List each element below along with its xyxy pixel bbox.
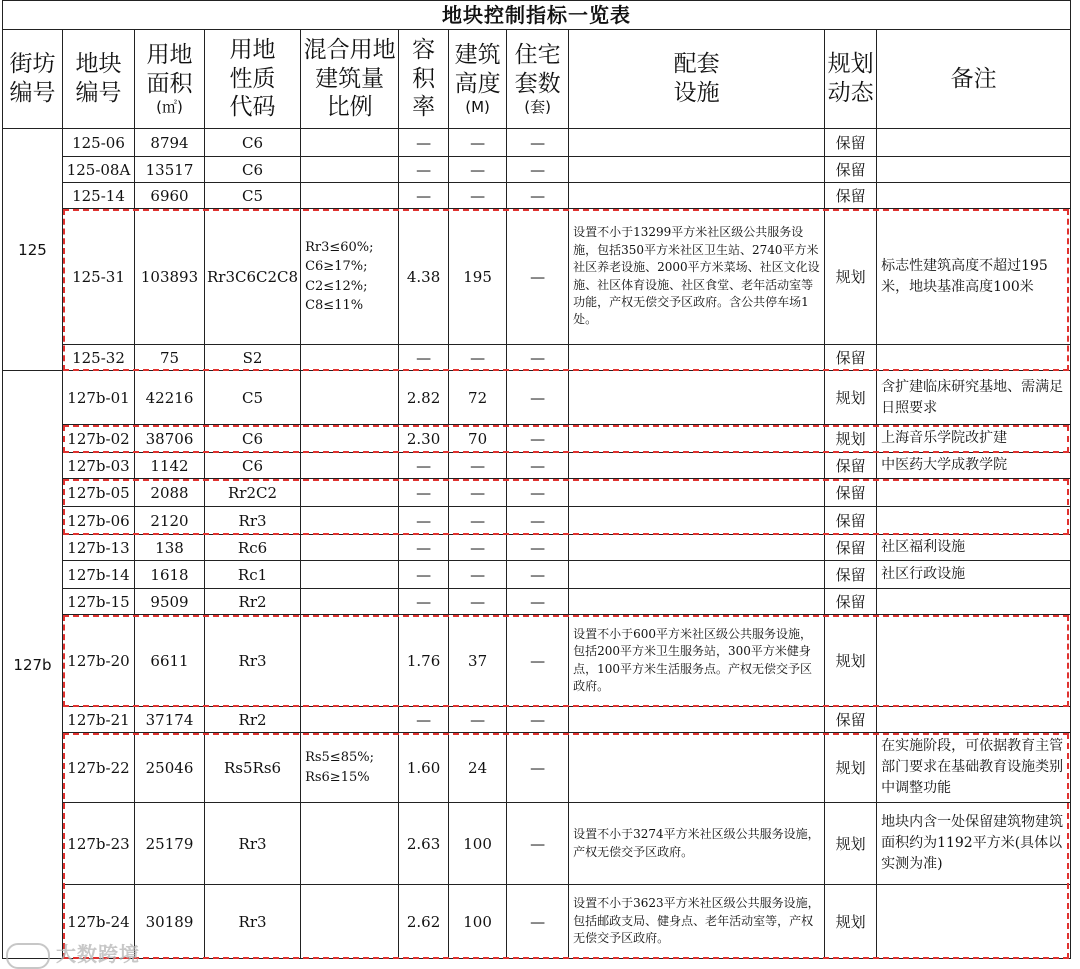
cell-use-code: C6: [205, 453, 301, 479]
cell-facilities: 设置不小于3274平方米社区级公共服务设施，产权无偿交予区政府。: [569, 803, 825, 885]
cell-far: —: [399, 183, 449, 209]
cell-units: —: [507, 129, 569, 157]
cell-plan-status: 规划: [825, 733, 877, 803]
cell-plan-status: 保留: [825, 183, 877, 209]
header-units: 住宅 套数 (套): [507, 30, 569, 129]
cell-area: 42216: [135, 371, 205, 425]
table-row: [3, 561, 1071, 589]
cell-units: —: [507, 371, 569, 425]
cell-use-code: C6: [205, 157, 301, 183]
cell-area: 25046: [135, 733, 205, 803]
cell-remarks: [877, 479, 1071, 507]
table-row: [3, 733, 1071, 803]
document: [2, 0, 1071, 959]
table-row: [3, 157, 1071, 183]
cell-mix-ratio: [301, 183, 399, 209]
cell-remarks: [877, 507, 1071, 535]
cell-use-code: Rr2C2: [205, 479, 301, 507]
cell-lot-no: 125-08A: [63, 157, 135, 183]
cell-remarks: 社区行政设施: [877, 561, 1071, 589]
cell-facilities: 设置不小于3623平方米社区级公共服务设施，包括邮政支局、健身点、老年活动室等，产权无偿交予区政府。: [569, 885, 825, 959]
cell-use-code: Rr3: [205, 615, 301, 707]
cell-lot-no: 127b-15: [63, 589, 135, 615]
cell-height: 37: [449, 615, 507, 707]
cell-units: —: [507, 535, 569, 561]
cell-remarks: 中医药大学成教学院: [877, 453, 1071, 479]
cell-remarks: [877, 615, 1071, 707]
header-row: [3, 30, 1071, 129]
cell-use-code: Rr3C6C2C8: [205, 209, 301, 345]
cell-height: —: [449, 707, 507, 733]
cell-area: 37174: [135, 707, 205, 733]
header-far: 容 积 率: [399, 30, 449, 129]
cell-use-code: C6: [205, 425, 301, 453]
cell-far: —: [399, 589, 449, 615]
cell-use-code: Rr3: [205, 885, 301, 959]
cell-facilities: [569, 425, 825, 453]
header-height: 建筑 高度 (M): [449, 30, 507, 129]
cell-area: 30189: [135, 885, 205, 959]
cell-units: —: [507, 479, 569, 507]
cell-facilities: 设置不小于13299平方米社区级公共服务设施，包括350平方米社区卫生站、2740平方米社区养老设施、2000平方米菜场、社区文化设施、社区体育设施、社区食堂、老年活动室等功能，产权无偿交予区政府。含公共停车场1处。: [569, 209, 825, 345]
cell-remarks: 标志性建筑高度不超过195米，地块基准高度100米: [877, 209, 1071, 345]
cell-plan-status: 规划: [825, 425, 877, 453]
cell-far: —: [399, 345, 449, 371]
cell-street-no: 127b: [3, 371, 63, 959]
cell-facilities: [569, 371, 825, 425]
cell-remarks: [877, 589, 1071, 615]
table-row: [3, 803, 1071, 885]
cell-height: 24: [449, 733, 507, 803]
cell-use-code: Rc6: [205, 535, 301, 561]
header-use-code: 用地 性质 代码: [205, 30, 301, 129]
cell-mix-ratio: [301, 803, 399, 885]
header-remarks: 备注: [877, 30, 1071, 129]
cell-lot-no: 125-31: [63, 209, 135, 345]
cell-plan-status: 保留: [825, 345, 877, 371]
cell-lot-no: 127b-03: [63, 453, 135, 479]
cell-facilities: [569, 707, 825, 733]
cell-far: —: [399, 707, 449, 733]
table-row: [3, 453, 1071, 479]
cell-height: —: [449, 345, 507, 371]
cell-height: 195: [449, 209, 507, 345]
cell-facilities: [569, 561, 825, 589]
cell-units: —: [507, 425, 569, 453]
cell-lot-no: 125-06: [63, 129, 135, 157]
cell-plan-status: 保留: [825, 507, 877, 535]
cell-far: 2.63: [399, 803, 449, 885]
cell-units: —: [507, 561, 569, 589]
cell-use-code: C6: [205, 129, 301, 157]
cell-area: 75: [135, 345, 205, 371]
cell-far: —: [399, 535, 449, 561]
cell-mix-ratio: Rr3≤60%; C6≥17%; C2≤12%; C8≤11%: [301, 209, 399, 345]
cell-lot-no: 127b-13: [63, 535, 135, 561]
watermark: 大数跨境: [6, 938, 140, 969]
cell-lot-no: 127b-20: [63, 615, 135, 707]
cell-units: —: [507, 707, 569, 733]
cell-mix-ratio: [301, 345, 399, 371]
cell-plan-status: 保留: [825, 589, 877, 615]
cell-use-code: Rs5Rs6: [205, 733, 301, 803]
cell-far: —: [399, 129, 449, 157]
cell-use-code: Rr2: [205, 707, 301, 733]
cell-mix-ratio: Rs5≤85%; Rs6≥15%: [301, 733, 399, 803]
cell-units: —: [507, 453, 569, 479]
cell-height: —: [449, 535, 507, 561]
cell-facilities: [569, 479, 825, 507]
cell-mix-ratio: [301, 129, 399, 157]
table-row: [3, 479, 1071, 507]
cell-mix-ratio: [301, 507, 399, 535]
cell-far: —: [399, 157, 449, 183]
cell-area: 138: [135, 535, 205, 561]
cell-height: —: [449, 561, 507, 589]
cell-height: 72: [449, 371, 507, 425]
cell-plan-status: 规划: [825, 209, 877, 345]
cell-height: —: [449, 507, 507, 535]
cell-far: —: [399, 479, 449, 507]
cell-plan-status: 规划: [825, 803, 877, 885]
cell-height: 70: [449, 425, 507, 453]
cell-lot-no: 127b-01: [63, 371, 135, 425]
table-row: [3, 371, 1071, 425]
cell-area: 1618: [135, 561, 205, 589]
table-row: [3, 507, 1071, 535]
cell-height: 100: [449, 803, 507, 885]
table-row: [3, 615, 1071, 707]
cell-units: —: [507, 183, 569, 209]
cell-lot-no: 127b-06: [63, 507, 135, 535]
cell-mix-ratio: [301, 885, 399, 959]
cell-area: 6611: [135, 615, 205, 707]
header-mix-ratio: 混合用地 建筑量 比例: [301, 30, 399, 129]
cell-height: —: [449, 589, 507, 615]
cell-use-code: Rr2: [205, 589, 301, 615]
cell-plan-status: 规划: [825, 615, 877, 707]
table-row: [3, 425, 1071, 453]
cell-use-code: Rr3: [205, 803, 301, 885]
cell-mix-ratio: [301, 707, 399, 733]
cell-plan-status: 保留: [825, 453, 877, 479]
cell-remarks: [877, 129, 1071, 157]
cell-units: —: [507, 615, 569, 707]
cell-facilities: [569, 345, 825, 371]
cell-facilities: [569, 507, 825, 535]
cell-mix-ratio: [301, 479, 399, 507]
cell-use-code: C5: [205, 183, 301, 209]
cell-height: —: [449, 157, 507, 183]
cell-mix-ratio: [301, 371, 399, 425]
cell-plan-status: 保留: [825, 535, 877, 561]
cell-plan-status: 保留: [825, 707, 877, 733]
cell-far: 2.62: [399, 885, 449, 959]
cell-remarks: [877, 157, 1071, 183]
cell-far: 1.76: [399, 615, 449, 707]
table-row: [3, 129, 1071, 157]
cell-units: —: [507, 885, 569, 959]
cell-remarks: 社区福利设施: [877, 535, 1071, 561]
cell-area: 25179: [135, 803, 205, 885]
cell-units: —: [507, 733, 569, 803]
table-row: [3, 209, 1071, 345]
cell-use-code: Rr3: [205, 507, 301, 535]
header-area: 用地 面积 (㎡): [135, 30, 205, 129]
cell-far: —: [399, 453, 449, 479]
cell-remarks: [877, 345, 1071, 371]
cell-lot-no: 127b-21: [63, 707, 135, 733]
cell-far: —: [399, 507, 449, 535]
cell-plan-status: 保留: [825, 129, 877, 157]
table-row: [3, 707, 1071, 733]
cell-units: —: [507, 803, 569, 885]
cell-lot-no: 125-14: [63, 183, 135, 209]
cell-lot-no: 127b-05: [63, 479, 135, 507]
cell-street-no: 125: [3, 129, 63, 371]
cell-mix-ratio: [301, 157, 399, 183]
cell-facilities: [569, 157, 825, 183]
cell-far: 2.30: [399, 425, 449, 453]
cell-use-code: Rc1: [205, 561, 301, 589]
cell-units: —: [507, 345, 569, 371]
cell-plan-status: 保留: [825, 157, 877, 183]
cell-lot-no: 127b-14: [63, 561, 135, 589]
cell-units: —: [507, 209, 569, 345]
cell-mix-ratio: [301, 535, 399, 561]
watermark-logo-icon: [6, 943, 50, 969]
cell-plan-status: 保留: [825, 479, 877, 507]
cell-lot-no: 127b-23: [63, 803, 135, 885]
header-plan-status: 规划 动态: [825, 30, 877, 129]
cell-lot-no: 127b-02: [63, 425, 135, 453]
cell-facilities: [569, 733, 825, 803]
cell-area: 2088: [135, 479, 205, 507]
cell-remarks: 含扩建临床研究基地、需满足日照要求: [877, 371, 1071, 425]
cell-remarks: [877, 885, 1071, 959]
cell-remarks: 地块内含一处保留建筑物建筑面积约为1192平方米(具体以实测为准): [877, 803, 1071, 885]
cell-facilities: [569, 453, 825, 479]
table-row: [3, 535, 1071, 561]
cell-mix-ratio: [301, 589, 399, 615]
cell-remarks: [877, 183, 1071, 209]
cell-far: 2.82: [399, 371, 449, 425]
cell-plan-status: 保留: [825, 561, 877, 589]
cell-use-code: S2: [205, 345, 301, 371]
cell-far: 1.60: [399, 733, 449, 803]
cell-far: —: [399, 561, 449, 589]
cell-facilities: [569, 589, 825, 615]
header-lot-no: 地块 编号: [63, 30, 135, 129]
cell-area: 2120: [135, 507, 205, 535]
header-street-no: 街坊 编号: [3, 30, 63, 129]
cell-units: —: [507, 589, 569, 615]
table-title: 地块控制指标一览表: [3, 1, 1071, 30]
cell-height: —: [449, 453, 507, 479]
cell-height: —: [449, 129, 507, 157]
cell-units: —: [507, 157, 569, 183]
cell-use-code: C5: [205, 371, 301, 425]
table-row: [3, 345, 1071, 371]
cell-remarks: 上海音乐学院改扩建: [877, 425, 1071, 453]
lot-control-table: [2, 0, 1071, 959]
cell-facilities: [569, 129, 825, 157]
cell-height: —: [449, 479, 507, 507]
cell-mix-ratio: [301, 425, 399, 453]
cell-plan-status: 规划: [825, 885, 877, 959]
header-facilities: 配套 设施: [569, 30, 825, 129]
table-row: [3, 183, 1071, 209]
cell-area: 6960: [135, 183, 205, 209]
cell-height: 100: [449, 885, 507, 959]
cell-far: 4.38: [399, 209, 449, 345]
cell-height: —: [449, 183, 507, 209]
cell-facilities: [569, 535, 825, 561]
cell-area: 8794: [135, 129, 205, 157]
cell-area: 103893: [135, 209, 205, 345]
cell-plan-status: 规划: [825, 371, 877, 425]
cell-lot-no: 127b-24: [63, 885, 135, 959]
cell-facilities: 设置不小于600平方米社区级公共服务设施，包括200平方米卫生服务站，300平方米健身点，100平方米生活服务点。产权无偿交予区政府。: [569, 615, 825, 707]
cell-remarks: [877, 707, 1071, 733]
cell-mix-ratio: [301, 561, 399, 589]
cell-lot-no: 127b-22: [63, 733, 135, 803]
cell-remarks: 在实施阶段，可依据教育主管部门要求在基础教育设施类别中调整功能: [877, 733, 1071, 803]
cell-area: 9509: [135, 589, 205, 615]
cell-area: 1142: [135, 453, 205, 479]
cell-area: 13517: [135, 157, 205, 183]
table-row: [3, 885, 1071, 959]
cell-mix-ratio: [301, 453, 399, 479]
cell-lot-no: 125-32: [63, 345, 135, 371]
cell-units: —: [507, 507, 569, 535]
cell-facilities: [569, 183, 825, 209]
cell-area: 38706: [135, 425, 205, 453]
table-row: [3, 589, 1071, 615]
cell-mix-ratio: [301, 615, 399, 707]
